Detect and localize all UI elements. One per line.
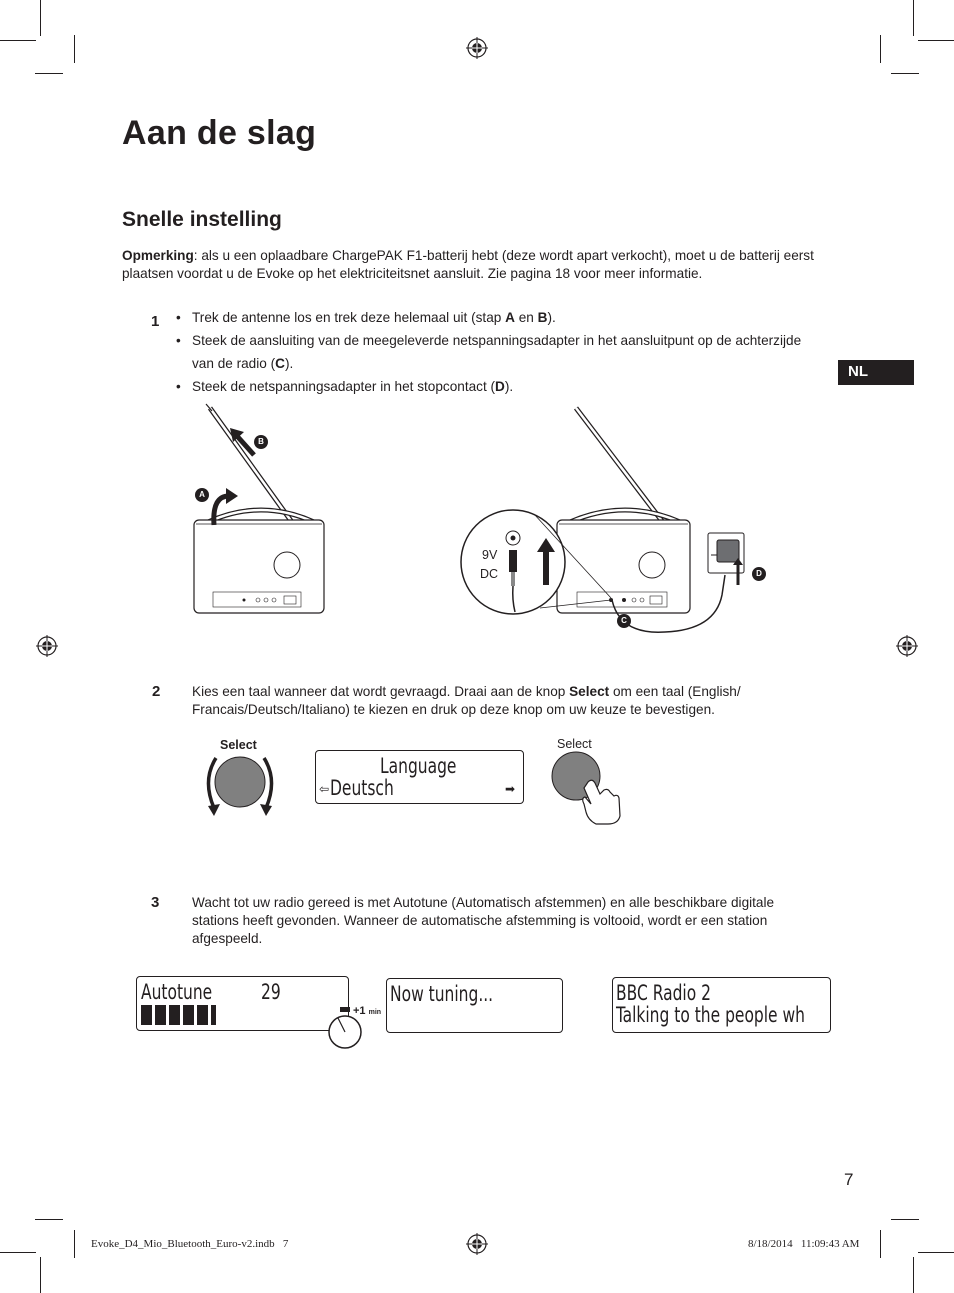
crop-mark (40, 1257, 41, 1293)
crop-mark (880, 35, 881, 63)
dc-label: DC (480, 567, 499, 581)
marker-a: A (195, 488, 209, 502)
progress-bar (141, 1005, 216, 1025)
registration-mark-icon (896, 635, 918, 657)
timer-label: +1 min (353, 1005, 382, 1017)
page-title: Aan de slag (122, 114, 317, 152)
note-label: Opmerking (122, 248, 194, 263)
select-knob-label: Select (557, 737, 592, 751)
crop-mark (35, 73, 63, 74)
list-item: • Steek de aansluiting van de meegeleverde netspanningsadapter in het aansluitpunt op de achterzijde van de radio (C). (176, 329, 826, 375)
list-item: • Steek de netspanningsadapter in het stopcontact (D). (176, 375, 826, 398)
crop-mark (918, 40, 954, 41)
press-knob-icon (548, 748, 624, 828)
radio-antenna-illustration (186, 400, 336, 620)
registration-mark-icon (466, 1233, 488, 1255)
crop-mark (891, 1219, 919, 1220)
crop-mark (880, 1230, 881, 1258)
marker-d: D (752, 567, 766, 581)
step1-bullets (176, 306, 826, 398)
station-name: BBC Radio 2 (616, 981, 711, 1005)
crop-mark (913, 1257, 914, 1293)
now-tuning-display (386, 978, 563, 1033)
volt-label: 9V (482, 548, 498, 562)
station-scroll-text: Talking to the people wh (616, 1003, 806, 1027)
radio-adapter-illustration (460, 400, 770, 645)
registration-mark-icon (466, 37, 488, 59)
step-number: 1 (151, 313, 160, 330)
autotune-display (136, 976, 349, 1031)
footer-timestamp: 8/18/2014 11:09:43 AM (748, 1238, 860, 1250)
autotune-label: Autotune (141, 980, 213, 1004)
crop-mark (891, 73, 919, 74)
crop-mark (35, 1219, 63, 1220)
note-text: : als u een oplaadbare ChargePAK F1-batterij hebt (deze wordt apart verkocht), moet u de batterij eerst plaatsen voordat u de Evoke op het elektriciteitsnet aansluit. Zie pagina 18 voor meer informatie. (122, 248, 814, 281)
crop-mark (913, 0, 914, 36)
step-number: 2 (152, 683, 161, 700)
crop-mark (74, 35, 75, 63)
registration-mark-icon (36, 635, 58, 657)
crop-mark (74, 1230, 75, 1258)
crop-mark (918, 1252, 954, 1253)
step3-text: Wacht tot uw radio gereed is met Autotune (Automatisch afstemmen) en alle beschikbare digitale stations heeft gevonden. Wanneer de automatische afstemming is voltooid, wordt er een station afgespeeld. (192, 895, 775, 946)
step-number: 3 (151, 894, 160, 911)
language-tab: NL (838, 360, 914, 385)
list-item: • Trek de antenne los en trek deze helemaal uit (stap A en B). (176, 306, 826, 329)
station-count: 29 (261, 980, 281, 1004)
note-paragraph (122, 247, 837, 283)
station-display (612, 977, 831, 1033)
language-display (315, 750, 524, 804)
page-number: 7 (844, 1170, 854, 1189)
select-knob-label: Select (220, 738, 257, 752)
crop-mark (0, 40, 36, 41)
display-line-2: Deutsch (330, 776, 394, 800)
arrow-right-icon: ➡ (505, 782, 516, 796)
section-title: Snelle instelling (122, 208, 282, 231)
now-tuning-text: Now tuning... (390, 982, 494, 1006)
rotate-knob-icon (200, 750, 280, 818)
marker-b: B (254, 435, 268, 449)
display-line-1: Language (380, 754, 457, 778)
arrow-left-icon: ⇦ (319, 782, 330, 796)
marker-c: C (617, 614, 631, 628)
crop-mark (0, 1252, 36, 1253)
footer-filename: Evoke_D4_Mio_Bluetooth_Euro-v2.indb 7 (91, 1238, 289, 1250)
step2-text: Kies een taal wanneer dat wordt gevraagd. Draai aan de knop Select om een taal (English/ Francais/Deutsch/Italiano) te kiezen en druk op deze knop om uw keuze te bevestigen. (192, 684, 741, 717)
crop-mark (40, 0, 41, 36)
